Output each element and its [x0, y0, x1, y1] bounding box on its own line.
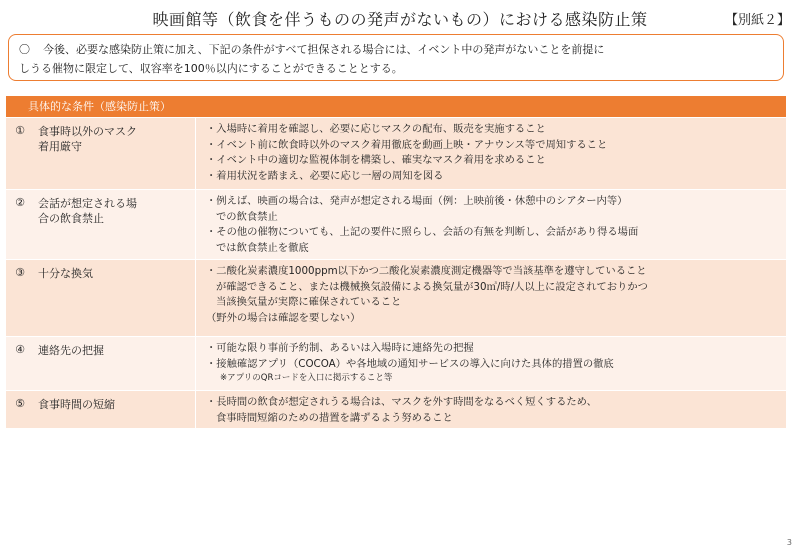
detail-line: が確認できること、または機械換気設備による換気量が30㎥/時/人以上に設定されておりかつ [216, 280, 648, 293]
detail-line: では飲食禁止を徹底 [216, 241, 309, 254]
detail-line: 当該換気量が実際に確保されていること [216, 296, 402, 308]
condition-details [196, 260, 786, 336]
condition-name-line: 十分な換気 [38, 267, 93, 280]
detail-line: ・長時間の飲食が想定されうる場合は、マスクを外す時間をなるべく短くするため、 [206, 396, 597, 408]
detail-line: ・例えば、映画の場合は、発声が想定される場面（例：上映前後・休憩中のシアター内等） [206, 195, 628, 207]
condition-name-line: 会話が想定される場 [38, 197, 137, 210]
detail-line: 食事時間短縮のための措置を講ずるよう努めること [216, 411, 453, 424]
condition-name-line: 食事時以外のマスク [38, 125, 137, 138]
detail-line: （野外の場合は確認を要しない） [206, 311, 361, 324]
condition-name [34, 190, 196, 259]
condition-name-line: 連絡先の把握 [38, 344, 104, 357]
table-row [6, 117, 786, 189]
detail-line: ・入場時に着用を確認し、必要に応じマスクの配布、販売を実施すること [206, 123, 546, 135]
detail-line: ・イベント前に飲食時以外のマスク着用徹底を動画上映・アナウンス等で周知すること [206, 138, 608, 151]
detail-line: ・着用状況を踏まえ、必要に応じ一層の周知を図る [206, 169, 444, 182]
notice-text-1: 今後、必要な感染防止策に加え、下記の条件がすべて担保される場合には、イベント中の発声がないことを前提に [43, 43, 605, 56]
annex-label: 【別紙２】 [724, 13, 790, 28]
condition-name [34, 118, 196, 189]
condition-name [34, 260, 196, 336]
condition-name [34, 337, 196, 390]
table-row [6, 390, 786, 428]
detail-line: ・可能な限り事前予約制、あるいは入場時に連絡先の把握 [206, 342, 474, 354]
row-number: ② [15, 196, 25, 209]
notice-line-2: しうる催物に限定して、収容率を100％以内にすることができることとする。 [19, 62, 403, 75]
detail-line: ・イベント中の適切な監視体制を構築し、確実なマスク着用を求めること [206, 154, 546, 166]
notice-line-1 [19, 40, 773, 59]
detail-line: ・接触確認アプリ（COCOA）や各地域の通知サービスの導入に向けた具体的措置の徹底 [206, 357, 614, 370]
row-number: ① [15, 124, 25, 137]
condition-name [34, 391, 196, 428]
detail-line: ・その他の催物についても、上記の要件に照らし、会話の有無を判断し、会話があり得る場面 [206, 226, 639, 238]
notice-bullet: 〇 [19, 43, 30, 56]
notice-box [8, 34, 784, 81]
row-number: ③ [15, 266, 25, 279]
conditions-table [6, 96, 786, 428]
row-number: ④ [15, 343, 25, 356]
table-row [6, 189, 786, 259]
row-number: ⑤ [15, 397, 25, 410]
condition-details [196, 190, 786, 259]
condition-name-line: 着用厳守 [38, 140, 82, 153]
detail-line: ・二酸化炭素濃度1000ppm以下かつ二酸化炭素濃度測定機器等で当該基準を遵守していること [206, 265, 647, 277]
detail-note: ※アプリのQRコードを入口に掲示すること等 [220, 373, 393, 383]
table-row [6, 336, 786, 390]
table-header: 具体的な条件（感染防止策） [6, 96, 786, 117]
condition-details [196, 337, 786, 390]
condition-details [196, 391, 786, 428]
detail-line: での飲食禁止 [216, 210, 278, 223]
condition-details [196, 118, 786, 189]
condition-name-line: 食事時間の短縮 [38, 398, 115, 411]
page-number: 3 [786, 538, 792, 547]
condition-name-line: 合の飲食禁止 [38, 212, 104, 225]
table-row [6, 259, 786, 336]
page-title: 映画館等（飲食を伴うものの発声がないもの）における感染防止策 [152, 10, 648, 29]
